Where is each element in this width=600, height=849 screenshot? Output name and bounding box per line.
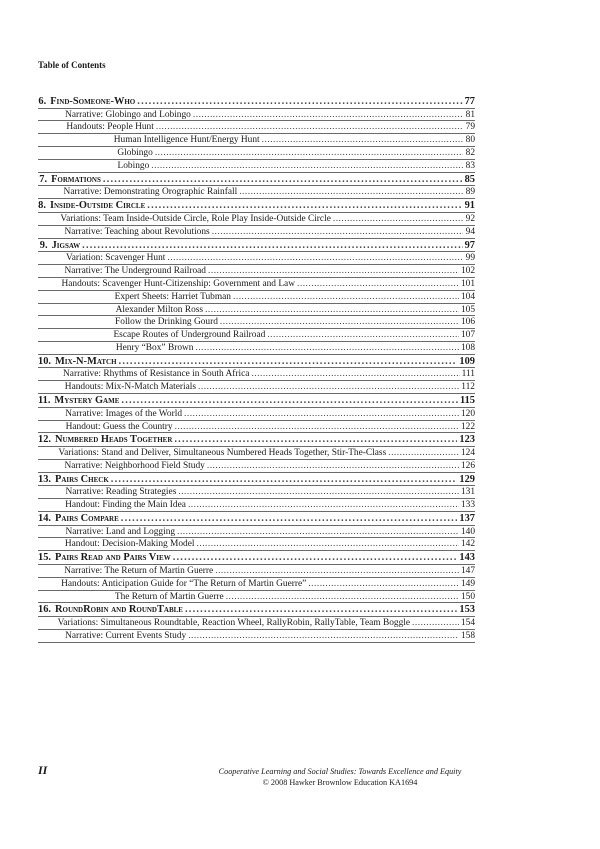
- toc-page-number: 107: [460, 330, 475, 341]
- toc-entry-title: Mystery Game: [54, 395, 120, 407]
- dot-leader: [188, 632, 459, 641]
- toc-page-number: 140: [460, 526, 475, 537]
- toc-entry-title: Handouts: Anticipation Guide for “The Return of Martin Guerre”: [61, 578, 307, 589]
- toc-entry-title: Narrative: Teaching about Revolutions: [64, 226, 210, 237]
- dot-leader: [185, 605, 457, 615]
- toc-subentry: [38, 213, 475, 226]
- dot-leader: [193, 111, 463, 120]
- toc-entry-title: Narrative: The Underground Railroad: [64, 265, 206, 276]
- toc-chapter-entry: [38, 199, 475, 213]
- dot-leader: [297, 280, 459, 289]
- toc-page-number: 108: [460, 343, 475, 354]
- dot-leader: [208, 267, 459, 276]
- toc-subentry: [38, 304, 475, 317]
- dot-leader: [155, 149, 463, 158]
- dot-leader: [197, 540, 459, 549]
- footer-copyright: © 2008 Hawker Brownlow Education KA1694: [262, 777, 418, 787]
- toc-page-number: 112: [461, 382, 475, 393]
- toc-entry-number: 14.: [38, 513, 51, 524]
- dot-leader: [412, 619, 459, 628]
- dot-leader: [388, 449, 459, 458]
- toc-page-number: 102: [460, 265, 475, 276]
- toc-page-number: 82: [465, 148, 475, 159]
- toc-subentry: [38, 134, 475, 147]
- toc-entry-title: Variation: Scavenger Hunt: [65, 253, 166, 264]
- toc-entry-title: Inside-Outside Circle: [49, 200, 146, 212]
- toc-subentry: [38, 486, 475, 499]
- dot-leader: [174, 435, 457, 445]
- toc-subentry: [38, 265, 475, 278]
- footer-book-title: Cooperative Learning and Social Studies: Towards Excellence and Equity: [218, 767, 462, 776]
- toc-subentry: [38, 342, 475, 355]
- toc-page-number: 149: [460, 578, 475, 589]
- toc-page-number: 94: [465, 226, 475, 237]
- dot-leader: [121, 396, 458, 406]
- dot-leader: [147, 201, 462, 211]
- toc-entry-title: Human Intelligence Hunt/Energy Hunt: [113, 135, 260, 146]
- toc-entry-title: Handout: Decision-Making Model: [64, 539, 195, 550]
- toc-entry-title: Pairs Check: [55, 473, 109, 485]
- dot-leader: [308, 580, 459, 589]
- toc-page-number: 89: [465, 187, 475, 198]
- dot-leader: [212, 228, 463, 237]
- toc-subentry: [38, 109, 475, 122]
- dot-leader: [195, 344, 458, 353]
- dot-leader: [220, 318, 459, 327]
- toc-entry-title: Expert Sheets: Harriet Tubman: [114, 291, 231, 302]
- toc-entry-title: Henry “Box” Brown: [115, 343, 194, 354]
- toc-subentry: [38, 630, 475, 643]
- toc-entry-title: Narrative: The Return of Martin Guerre: [64, 565, 214, 576]
- toc-entry-title: Variations: Stand and Deliver, Simultaneous Numbered Heads Together, Stir-The-Class: [58, 448, 387, 459]
- toc-subentry: [38, 252, 475, 265]
- dot-leader: [151, 162, 463, 171]
- toc-entry-title: Handout: Guess the Country: [65, 421, 173, 432]
- toc-entry-number: 13.: [38, 473, 51, 485]
- toc-entry-number: 15.: [38, 552, 51, 564]
- toc-chapter-entry: [38, 173, 475, 187]
- toc-subentry: [38, 447, 475, 460]
- toc-entry-title: Narrative: Land and Logging: [65, 526, 176, 537]
- toc-page-number: 131: [460, 487, 475, 498]
- toc-subentry: [38, 617, 475, 630]
- toc-subentry: [38, 226, 475, 239]
- toc-subentry: [38, 578, 475, 591]
- dot-leader: [267, 331, 459, 340]
- dot-leader: [167, 254, 463, 263]
- page-number: II: [38, 763, 48, 777]
- toc-chapter-entry: [38, 355, 475, 369]
- dot-leader: [205, 306, 459, 315]
- toc-entry-title: Escape Routes of Underground Railroad: [113, 330, 266, 341]
- toc-page-number: 142: [460, 539, 475, 550]
- toc-chapter-entry: [38, 603, 475, 617]
- dot-leader: [215, 567, 459, 576]
- dot-leader: [177, 528, 459, 537]
- toc-subentry: [38, 329, 475, 342]
- toc-subentry: [38, 291, 475, 304]
- toc-subentry: [38, 160, 475, 173]
- toc-entry-number: 11.: [38, 395, 51, 407]
- toc-subentry: [38, 147, 475, 160]
- dot-leader: [184, 410, 459, 419]
- toc-page-number: 97: [464, 239, 475, 251]
- toc-page-number: 158: [460, 630, 475, 641]
- toc-entry-title: Handout: Finding the Main Idea: [65, 500, 186, 511]
- toc-subentry: [38, 591, 475, 604]
- toc-entry-number: 12.: [38, 434, 51, 446]
- toc-page-number: 77: [464, 96, 475, 107]
- toc-subentry: [38, 186, 475, 199]
- toc-entry-title: Formations: [51, 173, 101, 185]
- dot-leader: [251, 370, 459, 379]
- toc-page-number: 79: [465, 122, 475, 133]
- dot-leader: [175, 423, 459, 432]
- toc-page-number: 81: [465, 109, 475, 120]
- dot-leader: [226, 593, 459, 602]
- toc-subentry: [38, 121, 475, 134]
- toc-subentry: [38, 316, 475, 329]
- toc-page-number: 147: [460, 565, 475, 576]
- dot-leader: [103, 175, 463, 185]
- toc-chapter-entry: [38, 239, 475, 253]
- dot-leader: [233, 293, 459, 302]
- dot-leader: [111, 475, 458, 485]
- dot-leader: [198, 383, 459, 392]
- toc-entry-title: Find-Someone-Who: [50, 96, 136, 107]
- toc-subentry: [38, 408, 475, 421]
- toc-page-number: 153: [459, 604, 475, 616]
- dot-leader: [262, 136, 463, 145]
- toc-entry-title: Globingo: [117, 148, 153, 159]
- toc-entry-title: Narrative: Demonstrating Orographic Rainfall: [63, 187, 238, 198]
- toc-page-number: 123: [459, 434, 475, 446]
- toc-page-number: 133: [460, 500, 475, 511]
- toc-entry-number: 8.: [38, 200, 46, 212]
- toc-page-number: 85: [464, 173, 475, 185]
- dot-leader: [173, 553, 458, 563]
- toc-chapter-entry: [38, 95, 475, 109]
- toc-page-number: 120: [460, 408, 475, 419]
- toc-page-number: 137: [459, 513, 475, 524]
- toc-page-number: 106: [460, 317, 475, 328]
- toc-page-number: 124: [460, 448, 475, 459]
- toc-page-number: 126: [460, 460, 475, 471]
- toc-entry-title: Pairs Read and Pairs View: [55, 552, 171, 564]
- dot-leader: [333, 215, 463, 224]
- toc-page-number: 150: [460, 591, 475, 602]
- toc-entry-title: Mix-N-Match: [55, 355, 117, 367]
- toc-subentry: [38, 499, 475, 512]
- toc-entry-title: Narrative: Current Events Study: [65, 630, 187, 641]
- toc-page-number: 154: [460, 618, 475, 628]
- toc-entry-title: Lobingo: [117, 160, 150, 171]
- dot-leader: [239, 188, 463, 197]
- dot-leader: [188, 501, 459, 510]
- toc-entry-title: RoundRobin and RoundTable: [55, 604, 183, 616]
- toc-entry-number: 7.: [39, 173, 48, 185]
- footer-citation: [100, 767, 580, 788]
- toc-chapter-entry: [38, 394, 475, 408]
- toc-page-number: 105: [460, 304, 475, 315]
- toc-chapter-entry: [38, 551, 475, 565]
- toc-entry-title: Variations: Simultaneous Roundtable, Reaction Wheel, RallyRobin, RallyTable, Team Boggle: [57, 618, 411, 628]
- toc-entry-title: The Return of Martin Guerre: [114, 591, 224, 602]
- toc-page-number: 122: [460, 421, 475, 432]
- toc-chapter-entry: [38, 433, 475, 447]
- toc-page-number: 109: [459, 355, 475, 367]
- toc-page-number: 80: [465, 135, 475, 146]
- toc-chapter-entry: [38, 512, 475, 526]
- dot-leader: [82, 241, 462, 251]
- toc-subentry: [38, 526, 475, 539]
- toc-entry-title: Narrative: Images of the World: [65, 408, 183, 419]
- toc-page-number: 104: [460, 291, 475, 302]
- toc-subentry: [38, 538, 475, 551]
- toc-entry-title: Narrative: Neighborhood Field Study: [64, 460, 205, 471]
- page-header-label: Table of Contents: [38, 60, 106, 70]
- toc-entry-title: Follow the Drinking Gourd: [115, 317, 218, 328]
- toc-entry-title: Jigsaw: [51, 239, 81, 251]
- dot-leader: [137, 97, 462, 107]
- dot-leader: [121, 514, 458, 524]
- toc-page-number: 143: [459, 552, 475, 564]
- toc-subentry: [38, 278, 475, 291]
- toc-page-number: 129: [459, 473, 475, 485]
- toc-page-number: 83: [465, 160, 475, 171]
- toc-entry-title: Handouts: Scavenger Hunt-Citizenship: Government and Law: [61, 278, 295, 289]
- toc-entry-title: Alexander Milton Ross: [115, 304, 204, 315]
- toc-subentry: [38, 421, 475, 434]
- toc-page-number: 91: [464, 200, 475, 212]
- toc-chapter-entry: [38, 473, 475, 487]
- toc-entry-number: 10.: [38, 355, 51, 367]
- toc-page-number: 111: [461, 369, 475, 380]
- toc-subentry: [38, 565, 475, 578]
- toc-page-number: 99: [465, 253, 475, 264]
- toc-entry-title: Handouts: People Hunt: [66, 122, 154, 133]
- toc-entry-title: Narrative: Reading Strategies: [65, 487, 177, 498]
- dot-leader: [119, 357, 458, 367]
- toc-entry-title: Variations: Team Inside-Outside Circle, Role Play Inside-Outside Circle: [60, 213, 331, 224]
- toc-entry-title: Pairs Compare: [55, 513, 119, 524]
- toc-entry-title: Numbered Heads Together: [55, 434, 173, 446]
- toc-entry-number: 9.: [39, 239, 48, 251]
- table-of-contents: [38, 95, 475, 643]
- toc-entry-title: Narrative: Rhythms of Resistance in South Africa: [63, 369, 250, 380]
- toc-subentry: [38, 381, 475, 394]
- dot-leader: [178, 488, 459, 497]
- toc-entry-title: Handouts: Mix-N-Match Materials: [64, 382, 197, 393]
- toc-subentry: [38, 368, 475, 381]
- toc-entry-number: 16.: [38, 604, 51, 616]
- toc-entry-title: Narrative: Globingo and Lobingo: [65, 109, 191, 120]
- toc-page-number: 101: [460, 278, 475, 289]
- toc-subentry: [38, 460, 475, 473]
- toc-entry-number: 6.: [38, 96, 47, 107]
- dot-leader: [156, 123, 463, 132]
- dot-leader: [207, 462, 459, 471]
- toc-page-number: 115: [459, 395, 475, 407]
- toc-page-number: 92: [465, 213, 475, 224]
